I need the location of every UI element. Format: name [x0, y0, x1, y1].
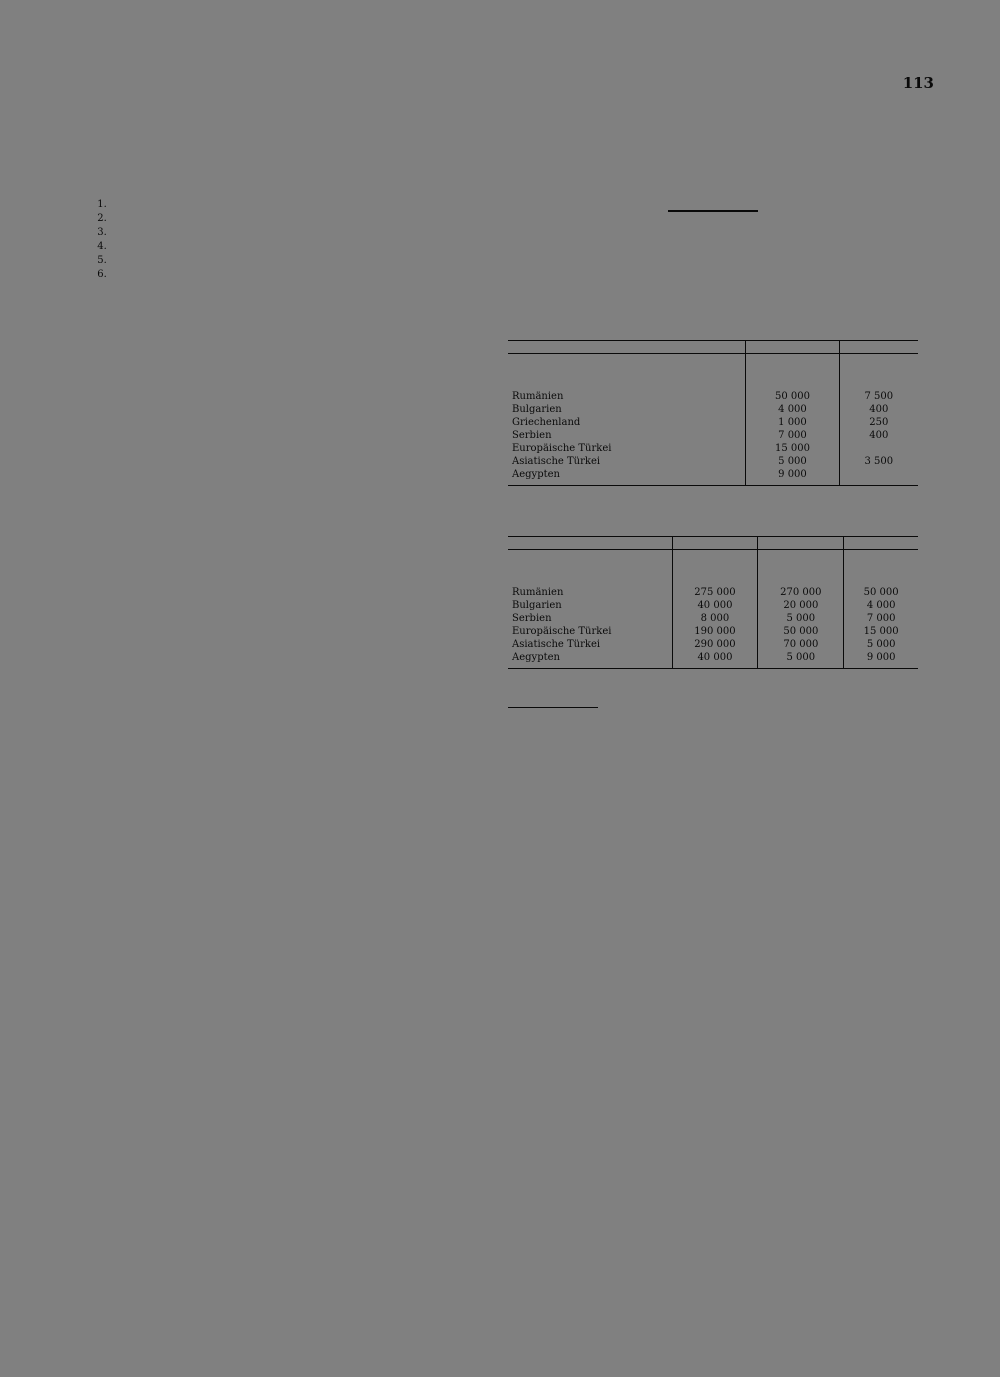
list-item [110, 240, 488, 254]
table-cell: 5 000 [758, 612, 844, 625]
table-cell: Bulgarien [512, 404, 562, 415]
table-header [508, 537, 672, 550]
list-item [110, 212, 488, 226]
table-row [508, 390, 918, 403]
list-item [110, 254, 488, 268]
table-cell: 290 000 [672, 638, 758, 651]
footnote-divider [508, 707, 598, 708]
table-cell: 7 500 [839, 390, 918, 403]
table-header-row [508, 537, 918, 550]
table-row [508, 638, 918, 651]
right-paragraph [508, 679, 918, 693]
table-header [758, 537, 844, 550]
right-paragraph [508, 516, 918, 530]
table-cell: 50 000 [758, 625, 844, 638]
table-cell: 9 000 [844, 651, 918, 669]
table-cell: Bulgarien [512, 600, 562, 611]
table-cell: 15 000 [844, 625, 918, 638]
table-row [508, 468, 918, 486]
table-cell: 7 000 [844, 612, 918, 625]
table-row [508, 612, 918, 625]
table-cell: Europäische Türkei [512, 626, 612, 637]
table-cell: 20 000 [758, 599, 844, 612]
section-divider [668, 210, 758, 212]
table-cell: 270 000 [758, 586, 844, 599]
table-row [508, 625, 918, 638]
table-cell: 5 000 [758, 651, 844, 669]
right-paragraph [508, 158, 918, 172]
table-cell: 15 000 [746, 442, 839, 455]
footnote [508, 714, 918, 727]
list-item [110, 268, 488, 282]
table-cell: 50 000 [746, 390, 839, 403]
table-cell: 5 000 [844, 638, 918, 651]
table-cell: 7 000 [746, 429, 839, 442]
table-cell: 250 [839, 416, 918, 429]
left-column [88, 118, 488, 330]
table-cell: 275 000 [672, 586, 758, 599]
table-cell: 400 [839, 403, 918, 416]
table-cell: Asiatische Türkei [512, 639, 601, 650]
table-cell: 9 000 [746, 468, 839, 486]
table-header [672, 537, 758, 550]
table-header [508, 341, 746, 354]
table-cell: Serbien [512, 613, 552, 624]
table-cell: Aegypten [508, 468, 746, 486]
article-subheading [508, 298, 918, 314]
table-cell: 50 000 [844, 586, 918, 599]
table-header-row [508, 341, 918, 354]
table-cell: Asiatische Türkei [512, 456, 601, 467]
right-paragraph [508, 138, 918, 152]
table-cell: 1 000 [746, 416, 839, 429]
table-cell: Rumänien [512, 391, 564, 402]
left-quote [88, 290, 488, 304]
table-cell: 40 000 [672, 651, 758, 669]
table-cell: 8 000 [672, 612, 758, 625]
right-paragraph [508, 496, 918, 510]
table-cell: 5 000 [746, 455, 839, 468]
article-title [508, 228, 918, 250]
table-cell: Europäische Türkei [512, 443, 612, 454]
left-paragraph [88, 138, 488, 152]
table-cell: 40 000 [672, 599, 758, 612]
left-quote [88, 158, 488, 172]
left-paragraph [88, 310, 488, 324]
list-item [110, 198, 488, 212]
table-cell: 190 000 [672, 625, 758, 638]
table-cell: 4 000 [844, 599, 918, 612]
table-row [508, 403, 918, 416]
table-cell: 3 500 [839, 455, 918, 468]
left-paragraph [88, 118, 488, 132]
table-cell: Rumänien [512, 587, 564, 598]
table-header [746, 341, 839, 354]
table-row [508, 455, 918, 468]
table-header [839, 341, 918, 354]
right-paragraph [508, 178, 918, 192]
table-cell [839, 442, 918, 455]
left-paragraph [88, 178, 488, 192]
jewish-population-table [508, 536, 918, 669]
right-paragraph [508, 118, 918, 132]
right-column [508, 118, 918, 727]
association-list [110, 198, 488, 282]
table-header [844, 537, 918, 550]
population-table [508, 340, 918, 486]
table-cell: Griechenland [512, 417, 581, 428]
table-row [508, 599, 918, 612]
list-item [110, 226, 488, 240]
table-row [508, 651, 918, 669]
table-cell: Aegypten [508, 651, 672, 669]
table-cell: 70 000 [758, 638, 844, 651]
table-row [508, 416, 918, 429]
right-paragraph [508, 320, 918, 334]
table-row [508, 442, 918, 455]
table-row [508, 586, 918, 599]
article-byline [508, 256, 918, 272]
page-number: 113 [902, 74, 934, 92]
table-cell [839, 468, 918, 486]
article-notes [508, 276, 918, 292]
table-cell: Serbien [512, 430, 552, 441]
table-cell: 4 000 [746, 403, 839, 416]
table-row [508, 429, 918, 442]
table-cell: 400 [839, 429, 918, 442]
